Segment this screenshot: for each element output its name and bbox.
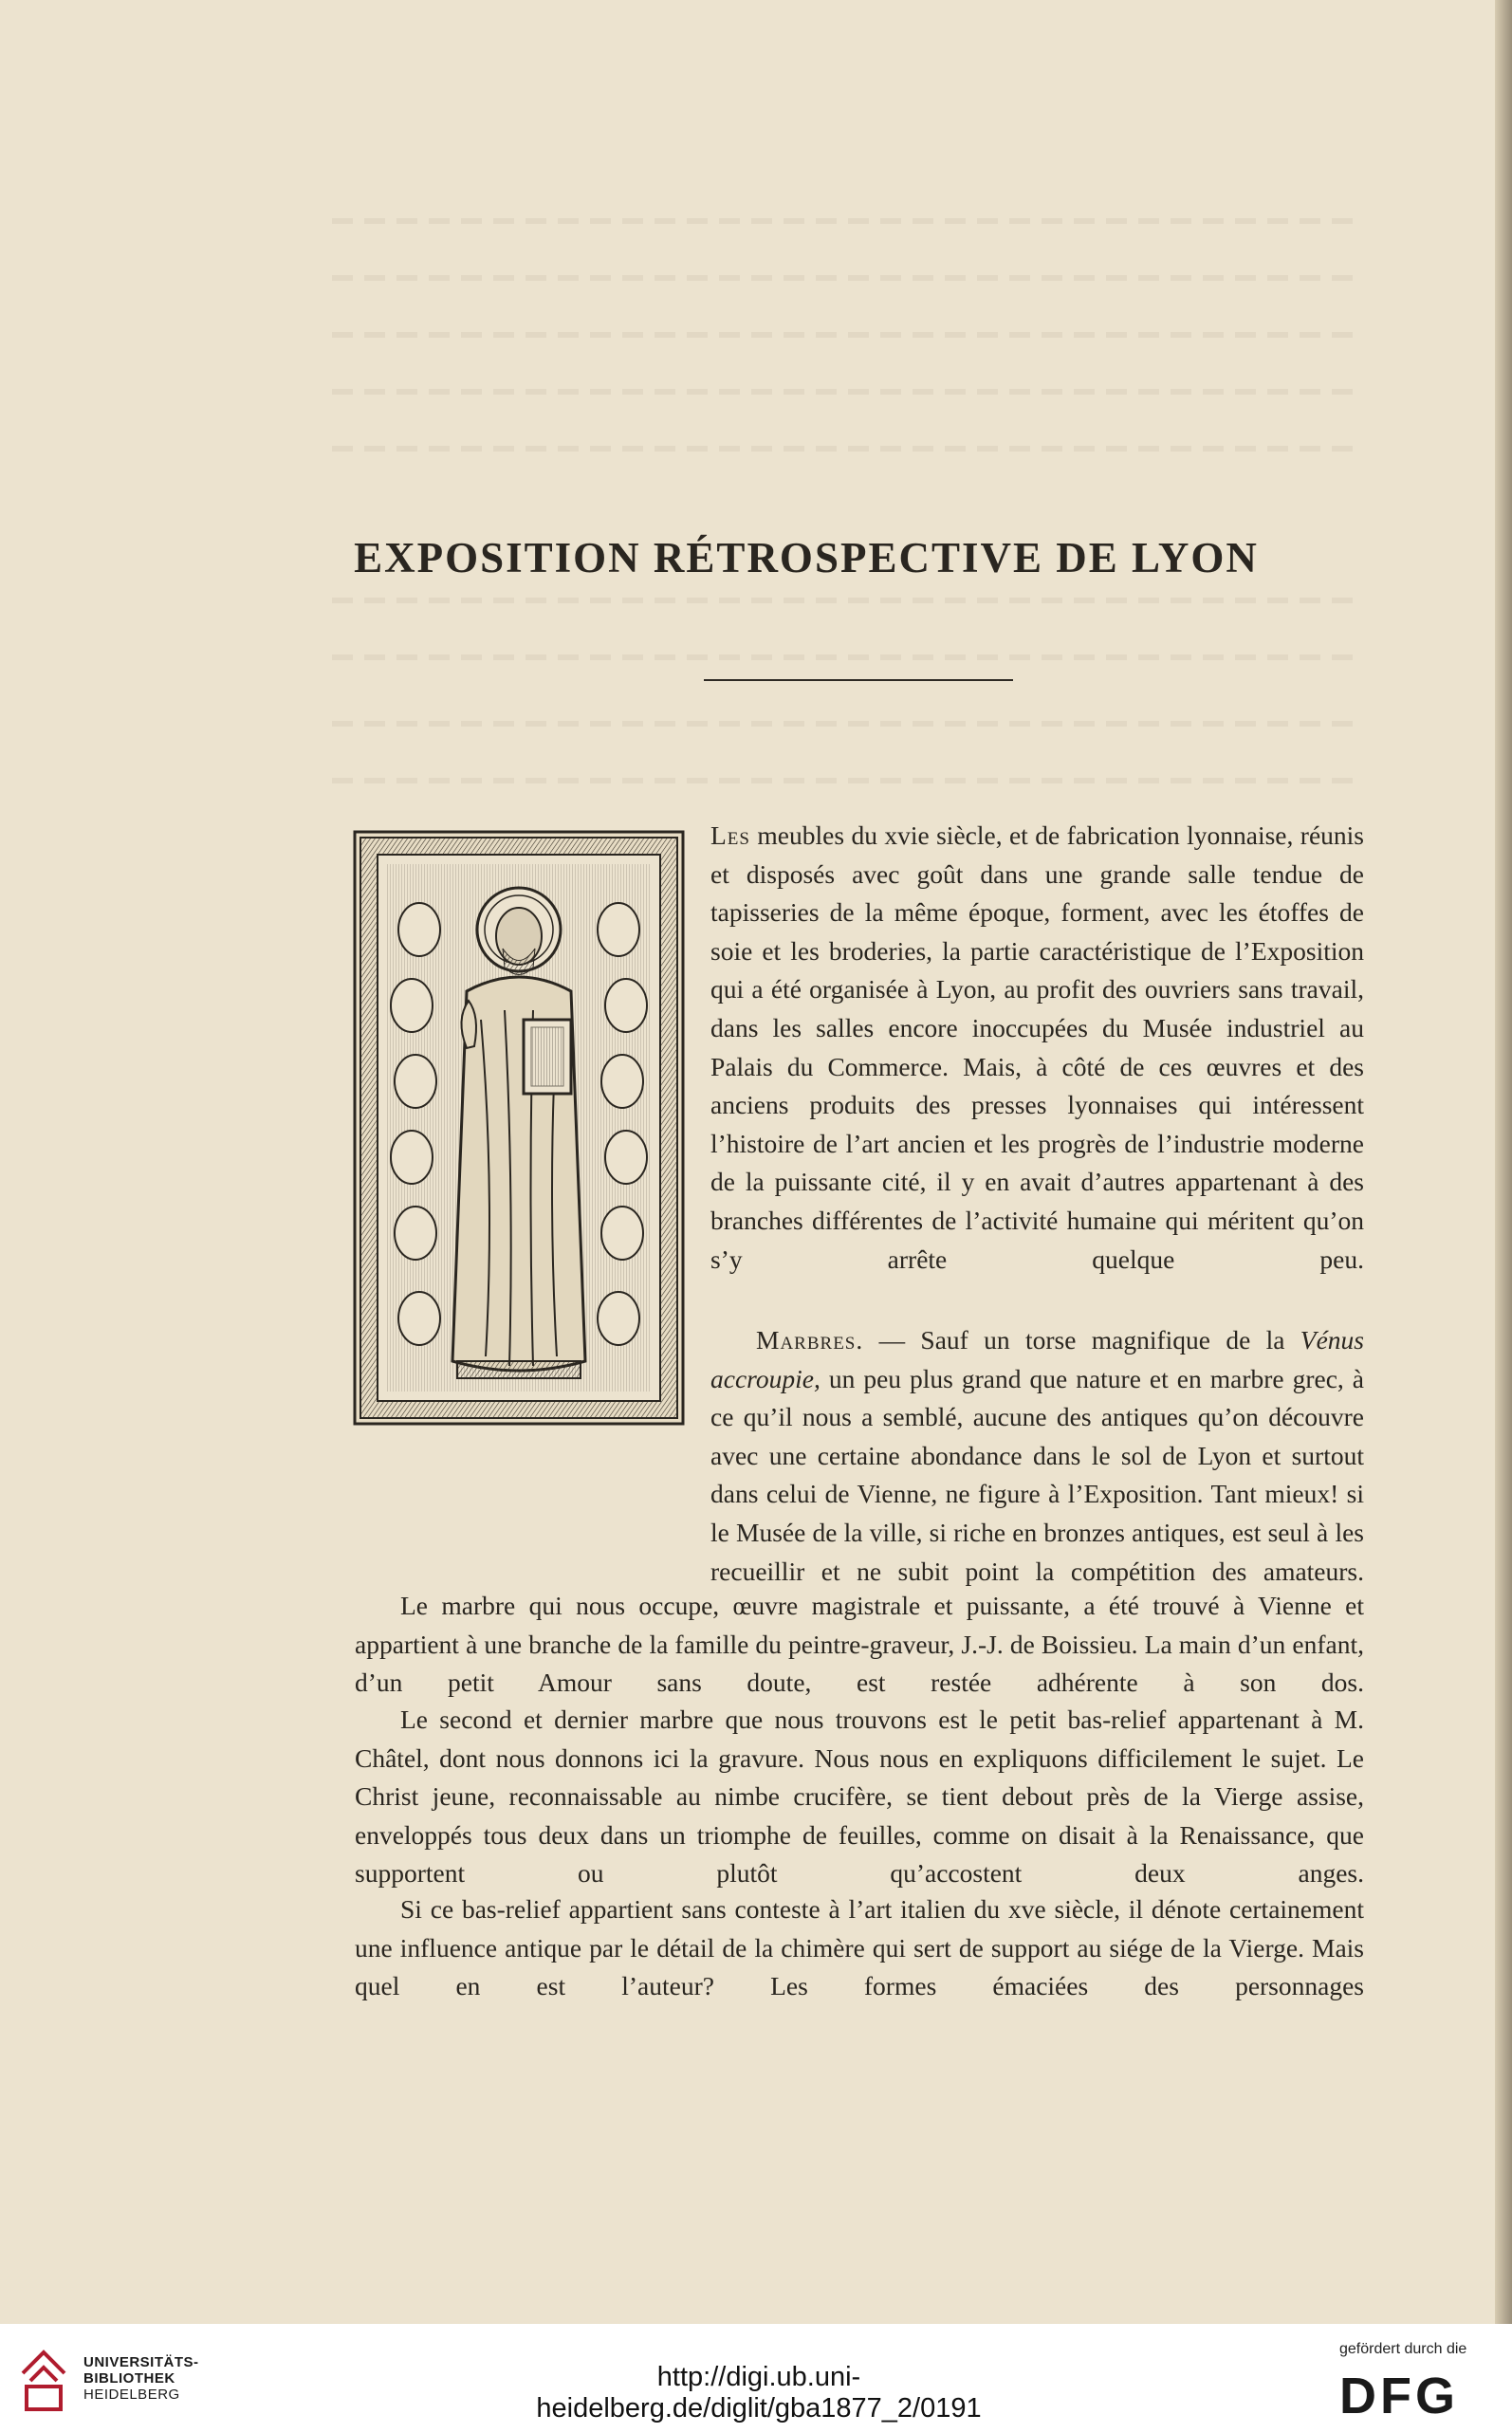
- library-line: UNIVERSITÄTS-: [83, 2354, 199, 2370]
- show-through: [332, 275, 1356, 281]
- bas-relief-engraving: [353, 830, 685, 1426]
- show-through: [332, 446, 1356, 452]
- title-rule: [704, 679, 1013, 681]
- paragraph-1: [710, 817, 1364, 1279]
- paragraph-4: Le second et dernier marbre que nous trouvons est le petit bas-relief appartenant à M. Châtel, dont nous donnons ici la gravure. Nous nous en expliquons difficilement le sujet. Le Christ jeune, reconnaissable au nimbe crucifère, se tient debout près de la Vierge assise, enveloppés tous deux dans un triomphe de feuilles, comme on disait à la Renaissance, que supportent ou plutôt qu’accostent deux anges.: [355, 1705, 1364, 1889]
- paragraph-5: Si ce bas-relief appartient sans conteste à l’art italien du xve siècle, il dénote certainement une influence antique par le détail de la chimère qui sert de support au siége de la Vierge. Mais quel en est l’auteur? Les formes émaciées des personnages: [355, 1894, 1364, 2001]
- show-through: [332, 389, 1356, 395]
- library-name: [83, 2354, 199, 2403]
- paragraph-lead: Marbres.: [756, 1325, 864, 1355]
- svg-text:DFG: DFG: [1339, 2368, 1459, 2421]
- permalink-url[interactable]: http://digi.ub.uni-heidelberg.de/diglit/gba1877_2/0191: [536, 2362, 982, 2424]
- engraving-image: [353, 830, 685, 1426]
- show-through: [332, 654, 1356, 660]
- viewer-footer: [0, 2324, 1512, 2433]
- library-logo-icon: [17, 2345, 70, 2413]
- library-line: BIBLIOTHEK: [83, 2370, 175, 2387]
- show-through: [332, 778, 1356, 783]
- library-line: HEIDELBERG: [83, 2387, 180, 2403]
- show-through: [332, 598, 1356, 603]
- paragraph-3: Le marbre qui nous occupe, œuvre magistrale et puissante, a été trouvé à Vienne et appartient à une branche de la famille du peintre-graveur, J.-J. de Boissieu. La main d’un enfant, d’un petit Amour sans doute, est restée adhérente à son dos.: [355, 1591, 1364, 1698]
- page-edge-shadow: [1495, 0, 1512, 2324]
- paragraph-text: meubles du xvie siècle, et de fabrication lyonnaise, réunis et disposés avec goût dans une grande salle tendue de tapisseries de la même époque, forment, avec les étoffes de soie et les broderies, la partie caractéristique de l’Exposition qui a été organisée à Lyon, au profit des ouvriers sans travail, dans les salles encore inoccupées du Musée industriel au Palais du Commerce. Mais, à côté de ces œuvres et des anciens produits des presses lyonnaises qui intéressent l’histoire de l’art ancien et les progrès de l’industrie moderne de la puissante cité, il y en avait d’autres appartenant à des branches différentes de l’activité humaine qui méritent qu’on s’y arrête quelque peu.: [710, 820, 1364, 1274]
- paragraph-2-text: [710, 1321, 1364, 1591]
- sponsor-caption: gefördert durch die: [1339, 2341, 1467, 2357]
- page-title: EXPOSITION RÉTROSPECTIVE DE LYON: [354, 534, 1259, 582]
- show-through: [332, 332, 1356, 338]
- paragraph-text: — Sauf un torse magnifique de la: [863, 1325, 1300, 1355]
- paragraph-lead: Les: [710, 820, 750, 850]
- dfg-logo-icon: [1339, 2368, 1503, 2421]
- paragraph-text: un peu plus grand que nature et en marbre grec, à ce qu’il nous a semblé, aucune des antiques qu’on découvre avec une certaine abondance dans le sol de Lyon et surtout dans celui de Vienne, ne figure à l’Exposition. Tant mieux! si le Musée de la ville, si riche en bronzes antiques, est seul à les recueillir et ne subit point la compétition des amateurs.: [710, 1363, 1364, 1586]
- artwork-title: Vénus accroupie,: [710, 1325, 1364, 1393]
- show-through: [332, 218, 1356, 224]
- show-through: [332, 721, 1356, 727]
